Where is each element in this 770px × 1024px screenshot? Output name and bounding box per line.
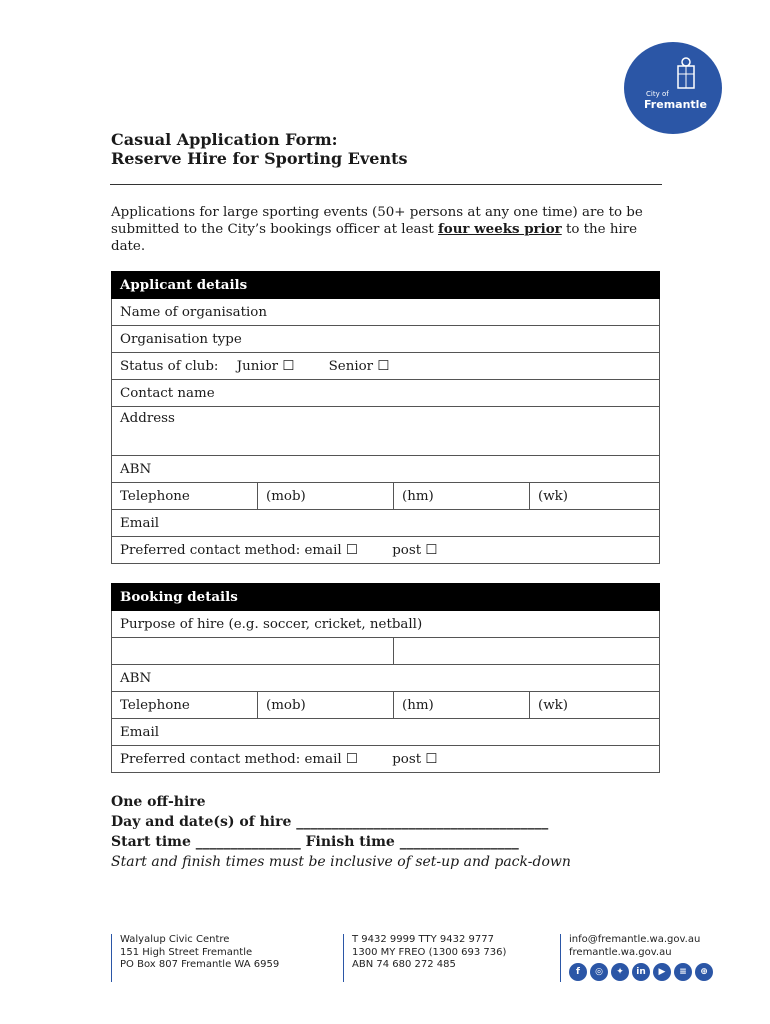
intro-emphasis: four weeks prior (438, 221, 562, 237)
hire-note: Start and finish times must be inclusive of set-up and pack-down (111, 854, 571, 870)
club-status-row (112, 353, 660, 380)
title-line-1: Casual Application Form: (111, 130, 338, 149)
title-line-2: Reserve Hire for Sporting Events (111, 149, 408, 168)
preferred-contact-label: Preferred contact method: (120, 542, 301, 558)
facebook-icon[interactable]: f (569, 963, 587, 981)
intro-after: to the hire date. (111, 222, 638, 254)
hire-section (111, 792, 571, 872)
purpose-of-hire-field[interactable]: Purpose of hire (e.g. soccer, cricket, netball) (112, 611, 660, 638)
booking-details-table (111, 583, 660, 773)
blank-field-left[interactable] (112, 638, 394, 665)
telephone-hm-field[interactable]: (hm) (394, 483, 530, 510)
one-off-hire-heading: One off-hire (111, 794, 206, 810)
city-logo (624, 42, 722, 134)
crest-icon (672, 56, 700, 92)
logo-city: City of (646, 90, 669, 98)
youtube-icon[interactable]: ▶ (653, 963, 671, 981)
linkedin-icon[interactable]: in (632, 963, 650, 981)
senior-checkbox[interactable]: Senior ☐ (328, 358, 390, 374)
footer-phone-line: T 9432 9999 TTY 9432 9777 (352, 934, 494, 945)
booking-preferred-contact-label: Preferred contact method: (120, 751, 301, 767)
applicant-details-table (111, 271, 660, 564)
booking-preferred-post-checkbox[interactable]: post ☐ (392, 751, 438, 767)
news-icon[interactable]: ≡ (674, 963, 692, 981)
preferred-contact-row (112, 537, 660, 564)
booking-telephone-label: Telephone (112, 692, 258, 719)
footer-address-line: 151 High Street Fremantle (120, 946, 253, 958)
booking-preferred-contact-row (112, 746, 660, 773)
footer-abn-line: ABN 74 680 272 485 (352, 959, 456, 970)
footer-phones (343, 934, 506, 982)
footer-phone-line: 1300 MY FREO (1300 693 736) (352, 946, 507, 958)
address-field[interactable]: Address (112, 407, 660, 456)
intro-before: Applications for large sporting events (50+ persons at any one time) are to be submitted to the City’s bookings officer at least (111, 205, 643, 237)
footer-address-line: Walyalup Civic Centre (120, 934, 230, 945)
footer-website-link[interactable]: fremantle.wa.gov.au (569, 946, 672, 958)
social-icons (569, 963, 713, 981)
applicant-heading: Applicant details (112, 272, 660, 299)
organisation-type-field[interactable]: Organisation type (112, 326, 660, 353)
booking-preferred-email-checkbox[interactable]: email ☐ (304, 751, 358, 767)
instagram-icon[interactable]: ◎ (590, 963, 608, 981)
footer-email-link[interactable]: info@fremantle.wa.gov.au (569, 934, 701, 945)
club-status-label: Status of club: (120, 358, 219, 374)
start-finish-time-field[interactable]: Start time _______________ Finish time _________________ (111, 834, 519, 850)
web-icon[interactable]: ⊕ (695, 963, 713, 981)
abn-field[interactable]: ABN (112, 456, 660, 483)
day-date-of-hire-field[interactable]: Day and date(s) of hire ____________________________________ (111, 814, 549, 830)
booking-heading: Booking details (112, 584, 660, 611)
booking-telephone-wk-field[interactable]: (wk) (530, 692, 660, 719)
page-title (111, 130, 407, 168)
footer-address-line: PO Box 807 Fremantle WA 6959 (120, 959, 280, 970)
name-of-organisation-field[interactable]: Name of organisation (112, 299, 660, 326)
preferred-post-checkbox[interactable]: post ☐ (392, 542, 438, 558)
booking-telephone-mob-field[interactable]: (mob) (258, 692, 394, 719)
telephone-label: Telephone (112, 483, 258, 510)
logo-name: Fremantle (644, 98, 707, 111)
booking-abn-field[interactable]: ABN (112, 665, 660, 692)
email-field[interactable]: Email (112, 510, 660, 537)
footer-web (560, 934, 713, 982)
telephone-mob-field[interactable]: (mob) (258, 483, 394, 510)
booking-email-field[interactable]: Email (112, 719, 660, 746)
title-divider (110, 184, 662, 185)
preferred-email-checkbox[interactable]: email ☐ (304, 542, 358, 558)
telephone-wk-field[interactable]: (wk) (530, 483, 660, 510)
twitter-icon[interactable]: ✦ (611, 963, 629, 981)
blank-field-right[interactable] (394, 638, 660, 665)
contact-name-field[interactable]: Contact name (112, 380, 660, 407)
junior-checkbox[interactable]: Junior ☐ (236, 358, 295, 374)
intro-text (111, 204, 661, 255)
footer-address (111, 934, 279, 982)
booking-telephone-hm-field[interactable]: (hm) (394, 692, 530, 719)
